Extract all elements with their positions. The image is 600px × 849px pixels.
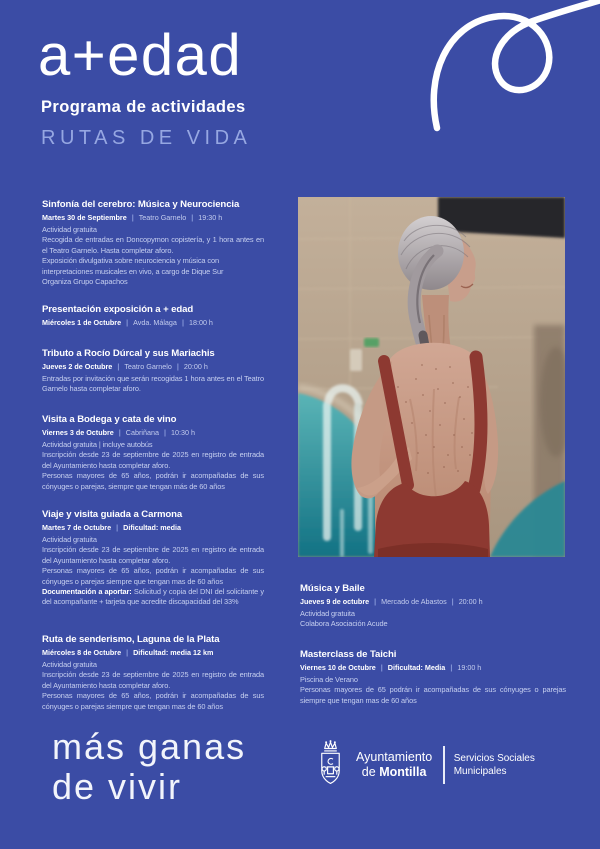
activity-text-line: Entradas por invitación que serán recogidas 1 hora antes en el Teatro Garnelo hasta completar aforo. (42, 374, 264, 394)
activity-meta (42, 648, 264, 658)
activity-item (300, 583, 566, 630)
meta-segment: 10:30 h (170, 428, 195, 437)
dept-name (454, 752, 535, 779)
activity-text-line: Personas mayores de 65 podrán ir acompañadas de sus cónyuges o parejas siempre que tengan mas de 60 años (300, 685, 566, 705)
meta-separator: | (163, 428, 166, 437)
meta-separator: | (126, 318, 129, 327)
activity-meta (300, 663, 566, 673)
meta-segment: Jueves 2 de Octubre (42, 362, 113, 371)
meta-separator: | (191, 213, 194, 222)
photo-illustration (298, 197, 565, 557)
dept-line1: Servicios Sociales (453, 752, 535, 764)
meta-separator: | (117, 362, 120, 371)
activity-text-line: Inscripción desde 23 de septiembre de 2025 en registro de entrada del Ayuntamiento hasta completar aforo. (42, 545, 264, 565)
activity-text-line: Personas mayores de 65 años, podrán ir acompañadas de sus cónyuges o parejas, siempre que tengan más de 60 años (42, 471, 264, 491)
activity-title: Música y Baile (300, 583, 365, 594)
activity-meta (42, 318, 264, 328)
meta-segment: 19:00 h (457, 663, 482, 672)
meta-segment: Teatro Garnelo (138, 213, 187, 222)
meta-segment: 20:00 h (183, 362, 208, 371)
tagline-line2: de vivir (52, 766, 183, 807)
org-line2: de Montilla (361, 765, 427, 779)
activity-title: Tributo a Rocío Dúrcal y sus Mariachis (42, 348, 215, 359)
activity-meta (42, 428, 264, 438)
activity-text-line: Personas mayores de 65 años, podrán ir acompañadas de sus cónyuges o parejas siempre que tengan mas de 60 años (42, 691, 264, 711)
org-name (356, 750, 432, 780)
montilla-crest-icon (314, 738, 347, 792)
meta-segment: Dificultad: media 12 km (133, 648, 214, 657)
meta-segment: Martes 30 de Septiembre (42, 213, 127, 222)
activity-meta (300, 597, 566, 607)
meta-segment: Miércoles 1 de Octubre (42, 318, 122, 327)
meta-segment: Mercado de Abastos (381, 597, 447, 606)
meta-segment: Viernes 10 de Octubre (300, 663, 376, 672)
meta-separator: | (176, 362, 179, 371)
meta-segment: 18:00 h (188, 318, 213, 327)
meta-segment: Cabriñana (125, 428, 159, 437)
activity-text-line: Inscripción desde 23 de septiembre de 2025 en registro de entrada del Ayuntamiento hasta completar aforo. (42, 670, 264, 690)
meta-segment: Dificultad: media (123, 523, 182, 532)
activity-text-line: Personas mayores de 65 años, podrán ir acompañadas de sus cónyuges o parejas siempre que tengan mas de 60 años (42, 566, 264, 586)
activity-text-line: Actividad gratuita (42, 225, 97, 234)
meta-separator: | (380, 663, 383, 672)
activity-text-line: Actividad gratuita (42, 660, 97, 669)
org-city: Montilla (379, 765, 427, 779)
activity-title: Presentación exposición a + edad (42, 304, 194, 315)
meta-segment: 20:00 h (458, 597, 483, 606)
photo-woman-pool (298, 197, 565, 557)
tagline-line1: más ganas (52, 726, 247, 767)
meta-segment: Miércoles 8 de Octubre (42, 648, 122, 657)
meta-segment: 19:30 h (198, 213, 223, 222)
activity-item (300, 649, 566, 706)
dept-line2: Municipales (453, 766, 507, 777)
meta-separator: | (181, 318, 184, 327)
activities-column-right (300, 583, 566, 713)
activity-title: Ruta de senderismo, Laguna de la Plata (42, 634, 220, 645)
activity-title: Sinfonía del cerebro: Música y Neurociencia (42, 199, 240, 210)
activity-text-line: Recogida de entradas en Doncopymon copistería, y 1 hora antes en el Teatro Garnelo. Hasta completar aforo. (42, 235, 264, 255)
activity-meta (42, 362, 264, 372)
meta-separator: | (374, 597, 377, 606)
activity-text-line: Organiza Grupo Capachos (42, 277, 128, 287)
meta-separator: | (116, 523, 119, 532)
tagline (52, 727, 246, 807)
logo-divider (443, 746, 445, 784)
meta-separator: | (126, 648, 129, 657)
activities-column-left (42, 199, 264, 719)
activity-text-line: Exposición divulgativa sobre neurociencia y música con interpretaciones musicales en vivo, a cargo de Dique Sur (42, 256, 224, 276)
activity-text-line: Piscina de Verano (300, 675, 358, 684)
activity-title: Visita a Bodega y cata de vino (42, 414, 177, 425)
program-label: Programa de actividades (41, 98, 246, 116)
activity-meta (42, 523, 264, 533)
meta-segment: Dificultad: Media (387, 663, 446, 672)
activity-item (42, 414, 264, 492)
meta-separator: | (131, 213, 134, 222)
activity-item (42, 634, 264, 712)
meta-separator: | (118, 428, 121, 437)
meta-segment: Viernes 3 de Octubre (42, 428, 114, 437)
subtitle: RUTAS DE VIDA (41, 127, 252, 149)
meta-segment: Avda. Málaga (133, 318, 177, 327)
meta-separator: | (450, 663, 453, 672)
activity-text-line: Actividad gratuita (300, 609, 355, 618)
org-line1: Ayuntamiento (356, 750, 433, 764)
activity-text-line: Colabora Asociación Acude (300, 619, 388, 629)
activity-text-line: Actividad gratuita (42, 535, 97, 544)
meta-segment: Teatro Garnelo (124, 362, 172, 371)
loop-doodle-icon (419, 0, 600, 140)
activity-item (42, 509, 264, 608)
meta-segment: Jueves 9 de octubre (300, 597, 370, 606)
activity-text-line: Inscripción desde 23 de septiembre de 2025 en registro de entrada del Ayuntamiento hasta completar aforo. (42, 450, 264, 470)
activity-text-line: Actividad gratuita | incluye autobús (42, 440, 153, 449)
activity-text-line: Documentación a aportar: Solicitud y copia del DNI del solicitante y del acompañante + tarjeta que acredite discapacidad del 33% (42, 587, 264, 607)
brand-logo: a+edad (38, 23, 243, 88)
activity-title: Viaje y visita guiada a Carmona (42, 509, 183, 520)
activity-item (42, 304, 264, 330)
activity-item (42, 199, 264, 287)
activity-title: Masterclass de Taichi (300, 649, 397, 660)
meta-segment: Martes 7 de Octubre (42, 523, 112, 532)
municipal-logo (314, 737, 535, 793)
activity-meta (42, 213, 264, 223)
activity-item (42, 348, 264, 395)
meta-separator: | (451, 597, 454, 606)
